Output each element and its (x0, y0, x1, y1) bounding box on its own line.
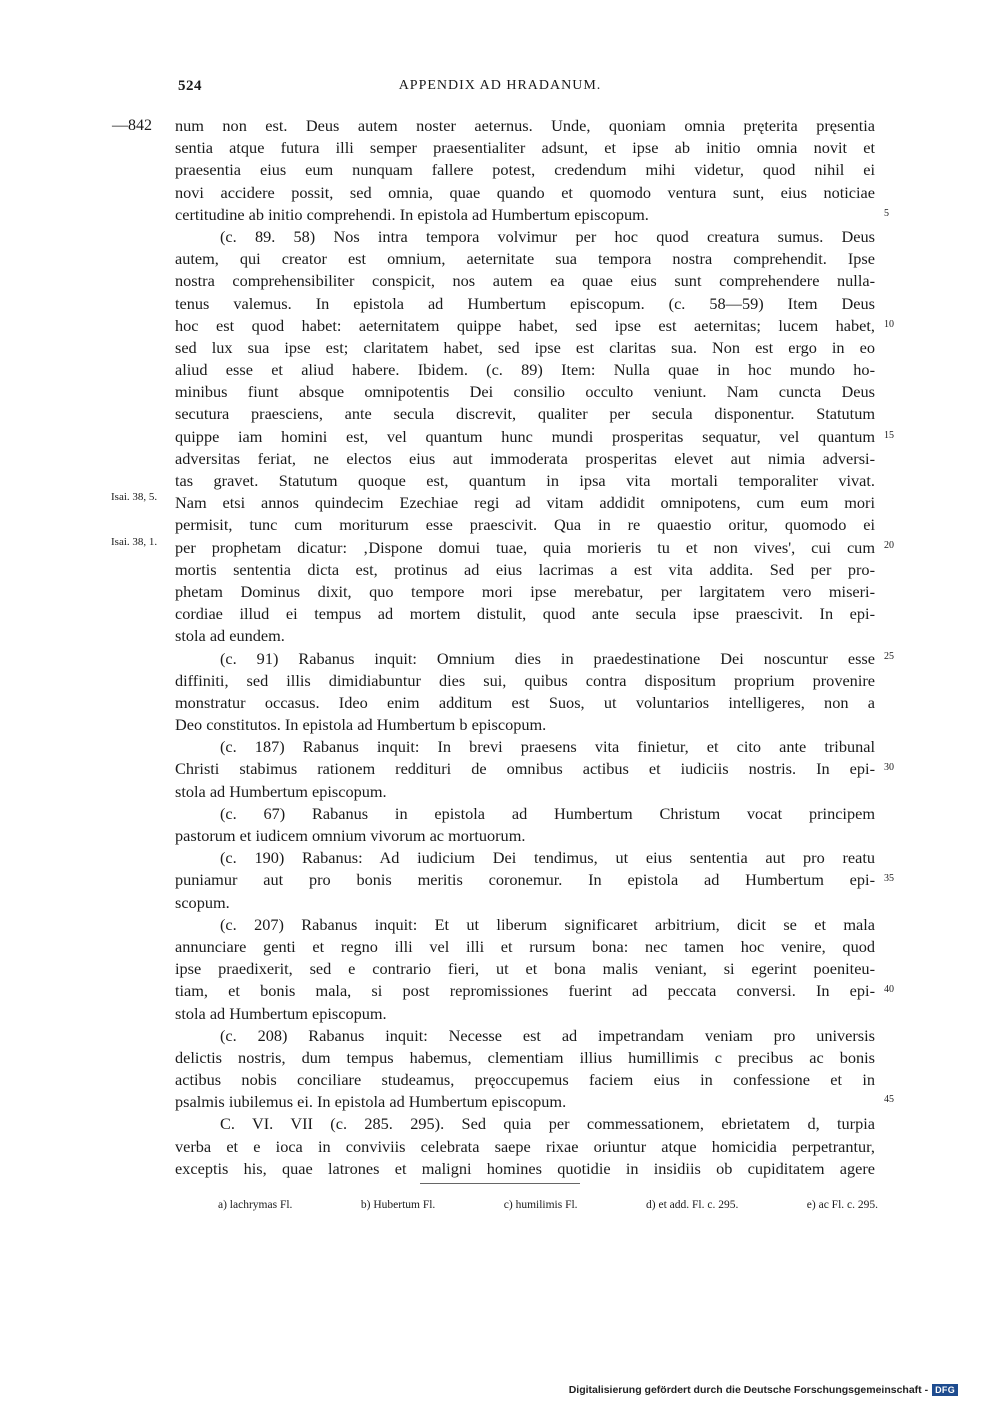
line-number: 45 (884, 1094, 894, 1105)
text-line: puniamur aut pro bonis meritis coronemur. In epistola ad Humbertum epi- (175, 870, 875, 890)
text-line: ipse praedixerit, sed e contrario fieri, ut et bona malis veniant, si egerint poeniteu- (175, 959, 875, 979)
text-line: verba et e ioca in conviviis celebrata saepe rixae oriuntur atque homicidia perpetrantur, (175, 1136, 875, 1156)
line-number: 10 (884, 319, 894, 330)
line-number: 15 (884, 430, 894, 441)
text-line: autem, qui creator est omnium, aeternitate sua tempora nostra comprehendit. Ipse (175, 249, 875, 269)
footnote: b) Hubertum Fl. (360, 1199, 436, 1211)
text-line: delictis nostris, dum tempus habemus, clementiam illius humillimis c precibus ac bonis (175, 1047, 875, 1067)
footnote-divider (420, 1183, 580, 1184)
text-line: permisit, tunc cum moriturum esse praescivit. Qua in re quaestio oritur, quomodo ei (175, 515, 875, 535)
text-line: sed lux sua ipse est; claritatem habet, sed ipse est claritas sua. Non est ergo in eo (175, 337, 875, 357)
text-line: annunciare genti et regno illi vel illi et rursum bona: nec tamen hoc venire, quod (175, 936, 875, 956)
text-line: psalmis iubilemus ei. In epistola ad Humbertum episcopum. (175, 1092, 567, 1112)
text-line: certitudine ab initio comprehendi. In epistola ad Humbertum episcopum. (175, 204, 649, 224)
margin-reference: Isai. 38, 1. (111, 536, 158, 548)
footnote: d) et add. Fl. c. 295. (646, 1199, 739, 1211)
text-line: (c. 208) Rabanus inquit: Necesse est ad impetrandam veniam pro universis (220, 1025, 875, 1045)
line-number: 25 (884, 651, 894, 662)
text-line: tenus valemus. In epistola ad Humbertum episcopum. (c. 58—59) Item Deus (175, 293, 875, 313)
text-line: nostra comprehensibiliter conspicit, nos autem ea quae eius sunt comprehendere nulla- (175, 271, 875, 291)
text-line: praesentia eius eum nunquam fallere potest, credendum mihi videtur, quod nihil ei (175, 160, 875, 180)
text-line: Deo constitutos. In epistola ad Humbertum b episcopum. (175, 715, 547, 735)
text-line: C. VI. VII (c. 285. 295). Sed quia per commessationem, ebrietatem d, turpia (220, 1114, 875, 1134)
text-line: aliud esse et aliud habere. Ibidem. (c. 89) Item: Nulla quae in hoc mundo ho- (175, 360, 875, 380)
text-line: secutura praesciens, ante secula discrevit, qualiter per secula disponentur. Statutum (175, 404, 875, 424)
margin-year: —842 (112, 117, 152, 134)
line-number: 30 (884, 762, 894, 773)
text-line: Christi stabimus rationem reddituri de omnibus actibus et iudiciis nostris. In epi- (175, 759, 875, 779)
text-line: Nam etsi annos quindecim Ezechiae regi ad vitam addidit omnipotens, cum eum mori (175, 493, 875, 513)
text-line: quippe iam homini est, vel quantum hunc mundi prosperitas sequatur, vel quantum (175, 426, 875, 446)
text-line: (c. 91) Rabanus inquit: Omnium dies in praedestinatione Dei noscuntur esse (220, 648, 875, 668)
line-number: 5 (884, 208, 889, 219)
running-title: APPENDIX AD HRADANUM. (398, 78, 602, 93)
footnote: a) lachrymas Fl. (218, 1199, 293, 1211)
page-number: 524 (178, 78, 202, 94)
text-line: mortis sententia dicta est, protinus ad eius lacrimas a est vita addita. Sed per pro- (175, 559, 875, 579)
text-line: novi accidere possit, sed omnia, quae quando et quomodo ventura sunt, eius noticiae (175, 182, 875, 202)
text-line: sentia atque futura illi semper praesentialiter adsunt, et ipse ab initio omnia novit et (175, 138, 875, 158)
text-line: (c. 207) Rabanus inquit: Et ut liberum significaret arbitrium, dicit se et mala (220, 914, 875, 934)
text-line: phetam Dominus dixit, quo tempore mori ipse merebatur, per largitatem vero miseri- (175, 581, 875, 601)
line-number: 40 (884, 984, 894, 995)
text-line: stola ad eundem. (175, 626, 285, 646)
text-line: pastorum et iudicem omnium vivorum ac mortuorum. (175, 826, 526, 845)
body-text (175, 115, 875, 1180)
text-line: tiam, et bonis mala, si post repromissiones fuerint ad peccata conversi. In epi- (175, 981, 875, 1001)
text-line: monstratur occasus. Ideo enim additum est Suos, ut voluntarios intelligeres, non a (175, 692, 875, 712)
digitization-credit (569, 1384, 958, 1396)
text-line: minibus fiunt absque omnipotentis Dei consilio occulto veniunt. Nam cuncta Deus (175, 382, 875, 402)
footnote: c) humilimis Fl. (503, 1199, 578, 1211)
line-number: 20 (884, 540, 894, 551)
text-line: stola ad Humbertum episcopum. (175, 1003, 387, 1023)
footnotes (218, 1199, 878, 1211)
text-line: (c. 190) Rabanus: Ad iudicium Dei tendimus, ut eius sententia aut pro reatu (220, 848, 875, 868)
footnote: e) ac Fl. c. 295. (806, 1199, 878, 1211)
line-number: 35 (884, 873, 894, 884)
margin-reference: Isai. 38, 5. (111, 491, 158, 503)
text-line: per prophetam dicatur: ‚Dispone domui tuae, quia morieris tu et non vives', cui cum (175, 537, 875, 557)
credit-text: Digitalisierung gefördert durch die Deutsche Forschungsgemeinschaft - (568, 1384, 929, 1396)
text-line: cordiae illud ei tempus ad mortem distulit, quod ante secula ipse praescivit. In epi- (175, 604, 875, 624)
text-line: actibus nobis conciliare studeamus, pręoccupemus faciem eius in confessione et in (175, 1070, 875, 1090)
text-line: num non est. Deus autem noster aeternus. Unde, quoniam omnia pręterita pręsentia (175, 116, 875, 135)
text-line: scopum. (175, 892, 230, 912)
text-line: hoc est quod habet: aeternitatem quippe habet, sed ipse est aeternitas; lucem habet, (175, 315, 875, 335)
text-line: (c. 67) Rabanus in epistola ad Humbertum Christum vocat principem (220, 803, 875, 823)
text-line: stola ad Humbertum episcopum. (175, 781, 387, 801)
text-line: (c. 187) Rabanus inquit: In brevi praesens vita finietur, et cito ante tribunal (220, 737, 875, 757)
text-line: tas gravet. Statutum quoque est, quantum in ipsa vita mortali temporaliter vivat. (175, 471, 875, 490)
text-line: adversitas feriat, ne electos eius aut immoderata prosperitas elevet aut nimia adversi- (175, 448, 875, 468)
dfg-logo-icon: DFG (932, 1384, 958, 1396)
text-line: (c. 89. 58) Nos intra tempora volvimur per hoc quod creatura sumus. Deus (220, 226, 875, 246)
text-line: diffiniti, sed illis dimidiabuntur dies sui, quibus contra dispositum proprium provenire (175, 670, 875, 690)
text-line: exceptis his, quae latrones et maligni homines quotidie in insidiis ob cupiditatem agere (175, 1158, 875, 1178)
